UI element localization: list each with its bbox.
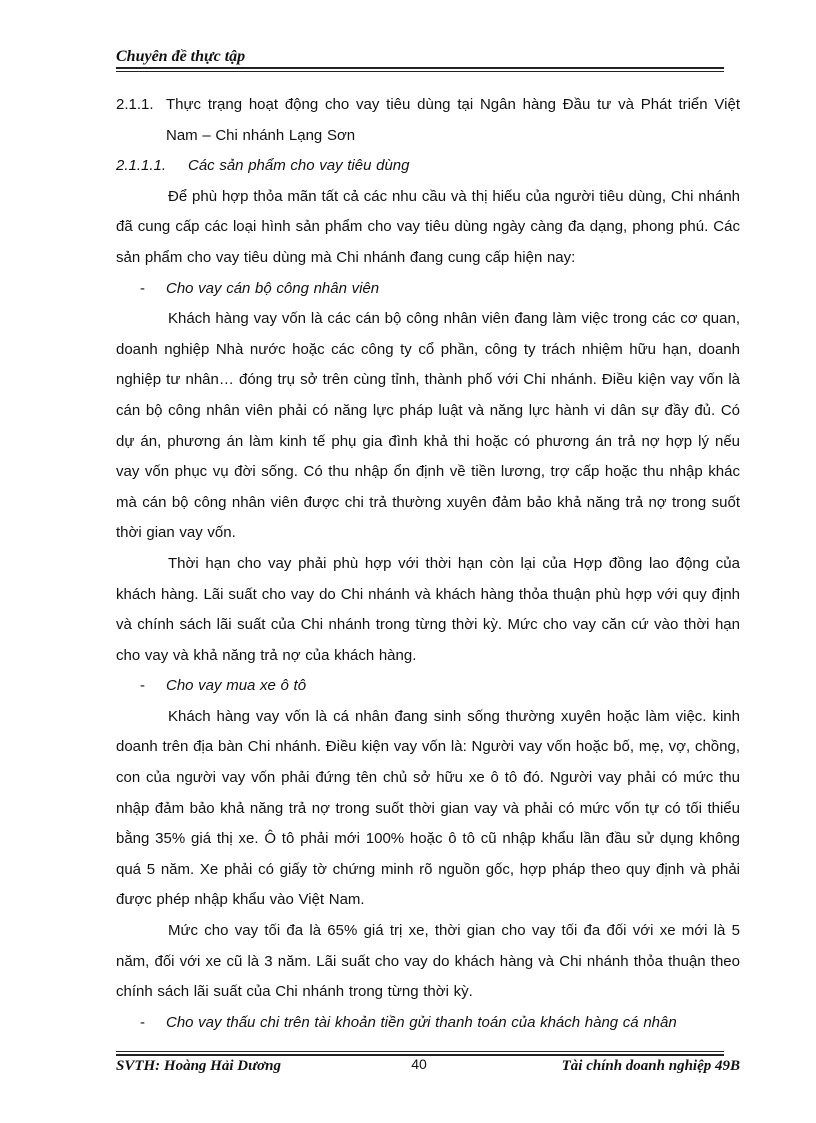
paragraph: Thời hạn cho vay phải phù hợp với thời hạn còn lại của Hợp đồng lao động của khách hàng. Lãi suất cho vay do Chi nhánh và khách hàng thỏa thuận phù hợp với quy định và chính sách lãi suất của Chi nhánh trong từng thời kỳ. Mức cho vay căn cứ vào thời hạn cho vay và khả năng trả nợ của khách hàng. — [116, 554, 740, 664]
page-number: 40 — [411, 1056, 427, 1072]
bullet-dash: - — [140, 279, 145, 297]
header-rule-thin — [116, 71, 724, 72]
footer-rule-thin — [116, 1051, 724, 1052]
section-title: Thực trạng hoạt động cho vay tiêu dùng tại Ngân hàng Đầu tư và Phát triển Việt Nam – Chi nhánh Lạng Sơn — [166, 96, 740, 144]
paragraph: Khách hàng vay vốn là cá nhân đang sinh sống thường xuyên hoặc làm việc. kinh doanh trên địa bàn Chi nhánh. Điều kiện vay vốn là: Người vay vốn hoặc bố, mẹ, vợ, chồng, con của người vay vốn phải đứng tên chủ sở hữu xe ô tô đó. Người vay phải có mức thu nhập đảm bảo khả năng trả nợ trong suốt thời gian vay và phải có mức vốn tự có tối thiểu bằng 35% giá thị xe. Ô tô phải mới 100% hoặc ô tô cũ nhập khẩu lần đầu sử dụng không quá 5 năm. Xe phải có giấy tờ chứng minh rõ nguồn gốc, hợp pháp theo quy định và phải được phép nhập khẩu vào Việt Nam. — [116, 707, 740, 909]
bullet-title: Cho vay cán bộ công nhân viên — [166, 279, 380, 297]
header-rule-thick — [116, 67, 724, 69]
bullet-title: Cho vay mua xe ô tô — [166, 677, 307, 695]
subsection-number: 2.1.1.1. — [116, 157, 167, 175]
bullet-item — [116, 671, 740, 702]
section-number: 2.1.1. — [116, 96, 154, 113]
paragraph: Mức cho vay tối đa là 65% giá trị xe, thời gian cho vay tối đa đối với xe mới là 5 năm, đối với xe cũ là 3 năm. Lãi suất cho vay do khách hàng và Chi nhánh thỏa thuận theo chính sách lãi suất của Chi nhánh trong từng thời kỳ. — [116, 922, 740, 1001]
bullet-dash: - — [140, 1013, 145, 1031]
subsection-title: Các sản phẩm cho vay tiêu dùng — [188, 157, 410, 175]
footer-author: SVTH: Hoàng Hải Dương — [116, 1058, 281, 1074]
body-text — [116, 90, 740, 1038]
bullet-title: Cho vay thấu chi trên tài khoản tiền gửi thanh toán của khách hàng cá nhân — [166, 1013, 677, 1031]
section-heading — [116, 90, 740, 151]
intro-paragraph: Để phù hợp thỏa mãn tất cả các nhu cầu và thị hiếu của người tiêu dùng, Chi nhánh đã cung cấp các loại hình sản phẩm cho vay tiêu dùng ngày càng đa dạng, phong phú. Các sản phẩm cho vay tiêu dùng mà Chi nhánh đang cung cấp hiện nay: — [116, 187, 740, 266]
footer-course: Tài chính doanh nghiệp 49B — [561, 1058, 740, 1074]
bullet-item — [116, 1008, 740, 1039]
paragraph: Khách hàng vay vốn là các cán bộ công nhân viên đang làm việc trong các cơ quan, doanh nghiệp Nhà nước hoặc các công ty cổ phần, công ty trách nhiệm hữu hạn, doanh nghiệp tư nhân… đóng trụ sở trên cùng tỉnh, thành phố với Chi nhánh. Điều kiện vay vốn là cán bộ công nhân viên phải có năng lực pháp luật và năng lực hành vi dân sự đầy đủ. Có dự án, phương án làm kinh tế phụ gia đình khả thi hoặc có phương án trả nợ hợp lý nếu vay vốn phục vụ đời sống. Có thu nhập ổn định về tiền lương, trợ cấp hoặc thu nhập khác mà cán bộ công nhân viên được chi trả thường xuyên đảm bảo khả năng trả nợ trong suốt thời gian vay vốn. — [116, 310, 740, 542]
bullet-dash: - — [140, 677, 145, 695]
subsection-heading — [116, 151, 740, 182]
header-title: Chuyên đề thực tập — [116, 48, 246, 65]
bullet-item — [116, 274, 740, 305]
